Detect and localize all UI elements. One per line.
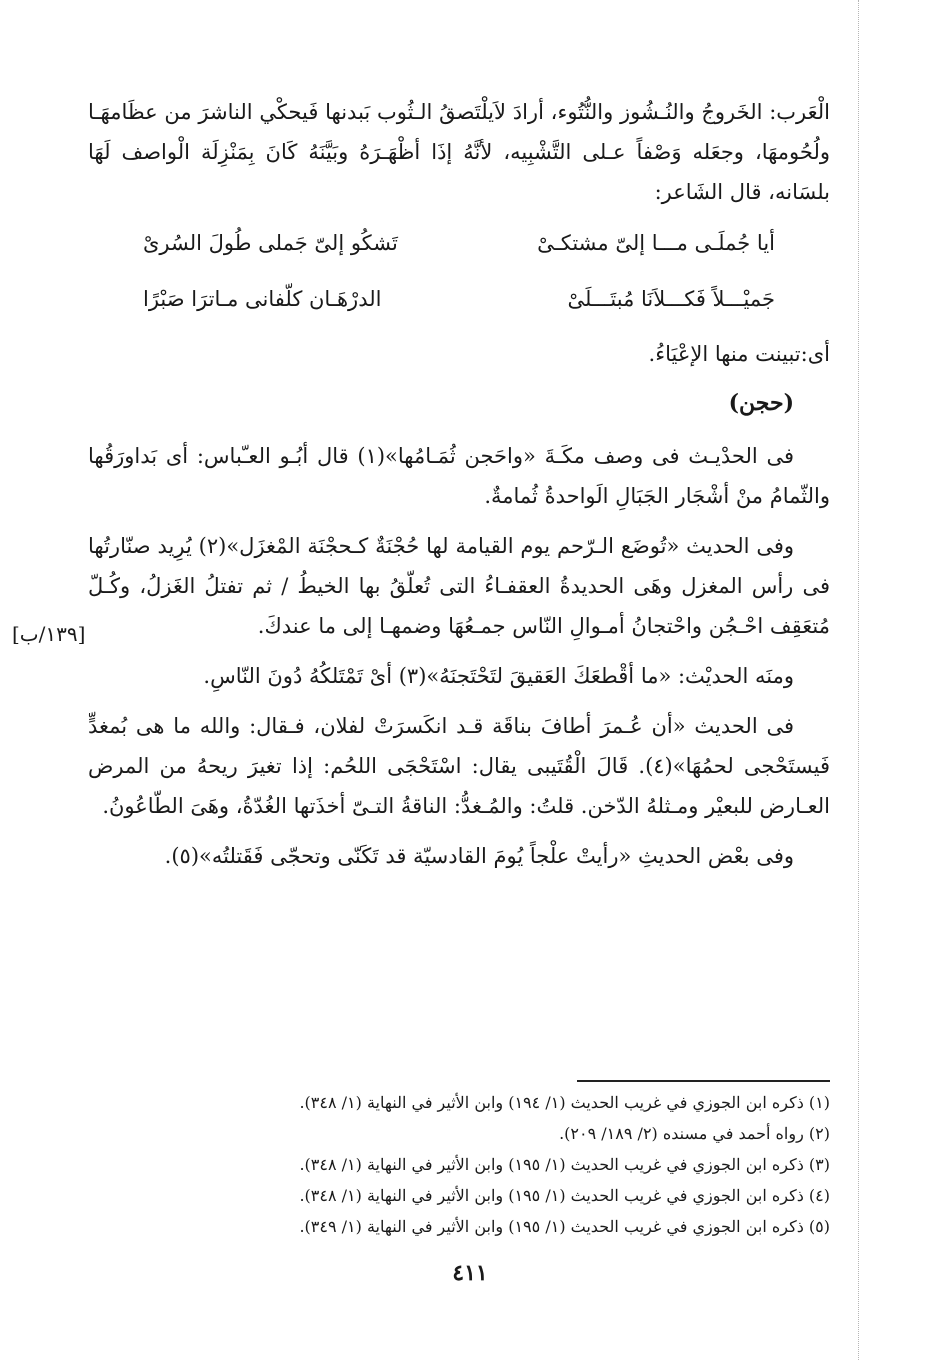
paragraph-6: فى الحديث «أن عُـمرَ أطافَ بناقَة قـد انكَسرَتْ لفلان، فـقال: والله ما هى بُمغدٍّ فَيستَحْجى لحمُهَا»(٤). قَالَ الْقُتَيبى يقال: اسْتَحْجَى اللحُم: إذا تغيرَ ريحهُ من المرض العـارض للبعيْر ومـثلهُ الدّخن. قلتُ: والمُـغدُّ: الناقةُ التـىّ أخذَتها الغُدّةُ، وهَىَ الطّاعُونُ. bbox=[88, 714, 830, 818]
verse-1-first-hemistich: أيا جُملَـى مـــا إلىّ مشتكـىْ bbox=[537, 231, 775, 255]
footnote-separator bbox=[577, 1080, 830, 1082]
footnotes bbox=[150, 1087, 830, 1242]
main-text bbox=[88, 92, 830, 876]
paragraph-4: وفى الحديث «تُوضَع الـرّحم يوم القيامة لها حُجْنَةٌ كـحجْنَة المْغزَل»(٢) يُرِيد صنّارتُها فى رأس المغزل وهَى الحديدةُ العقفـاءُ التى تُعلّقُ بها الخيطُ / ثم تفتلُ الغَزلُ، وكُـلّ مُتعَقِف احْـجُن واحْتجانُ أمـوالِ النّاس جمـعُهَا وضمهـا إلى ما عندكَ. bbox=[88, 534, 830, 638]
verse-2-first-hemistich: جَميْـــلاً فَكـــلاَنَا مُبتَـــلَىْ bbox=[567, 287, 775, 311]
verse-line-2 bbox=[88, 274, 830, 324]
paragraph-7: وفى بعْض الحديثِ «رأيتْ علْجاً يُومَ القادسيّة قد تَكَنّى وتحجّى فَقَتلتُه»(٥). bbox=[164, 844, 794, 868]
verse-line-1 bbox=[88, 218, 830, 268]
paragraph-5: ومنَه الحديْث: «ما أقْطعَكَ العَقيقَ لتَحْتَجنَهُ»(٣) أىْ تَمْتَلكُهُ دُونَ النّاسِ. bbox=[203, 664, 794, 688]
entry-heading: (حجن) bbox=[728, 390, 794, 416]
folio-reference: [١٣٩/ب] bbox=[12, 622, 86, 646]
page-edge-divider bbox=[858, 0, 859, 1360]
page-number: ٤١١ bbox=[452, 1260, 488, 1286]
verse-1-second-hemistich: تَشكُو إلىّ جَملى طُولَ السُرىْ bbox=[143, 231, 398, 255]
paragraph-3: فى الحدْيـث فى وصف مكَـةَ «واحَجن ثُمَـامُها»(١) قال أبُـو العـّباس: أى بَداورَقُها والثّمامُ منْ أشْجَار الجَبَالِ الَواحدةُ ثُمامةٌ. bbox=[88, 444, 830, 508]
footnote-1: (١) ذكره ابن الجوزي في غريب الحديث (١/ ١٩٤) وابن الأثير في النهاية (١/ ٣٤٨). bbox=[299, 1093, 830, 1112]
footnote-4: (٤) ذكره ابن الجوزي في غريب الحديث (١/ ١٩٥) وابن الأثير في النهاية (١/ ٣٤٨). bbox=[299, 1186, 830, 1205]
footnote-5: (٥) ذكره ابن الجوزي في غريب الحديث (١/ ١٩٥) وابن الأثير في النهاية (١/ ٣٤٩). bbox=[299, 1217, 830, 1236]
verse-2-second-hemistich: الدرْهَـان كلّفانى مـاترَا صَبْرًا bbox=[143, 287, 382, 311]
paragraph-2: أى:تبينت منها الإعْيَاءُ. bbox=[648, 342, 830, 366]
footnote-3: (٣) ذكره ابن الجوزي في غريب الحديث (١/ ١٩٥) وابن الأثير في النهاية (١/ ٣٤٨). bbox=[299, 1155, 830, 1174]
footnote-2: (٢) رواه أحمد في مسنده (٢/ ١٨٩/ ٢٠٩). bbox=[559, 1124, 830, 1143]
paragraph-1: الْعَرب: الخَروجُ والنُـشُوز والنُّتُوء، أرادَ لاَيلْتَصقُ الـثُوب بَبدنها فَيحكْي الناشرَ من عظَامهَـا ولُحُومهَا، وجعَله وَصْفاً عـلى التَّشْبِيه، لأنَّهُ إذَا أظْهَـرَهُ وبَيَّنَهُ كَانَ بِمَنْزِلَة الْواصف لَهَا بلسَانه، قال الشَاعر: bbox=[88, 100, 830, 204]
